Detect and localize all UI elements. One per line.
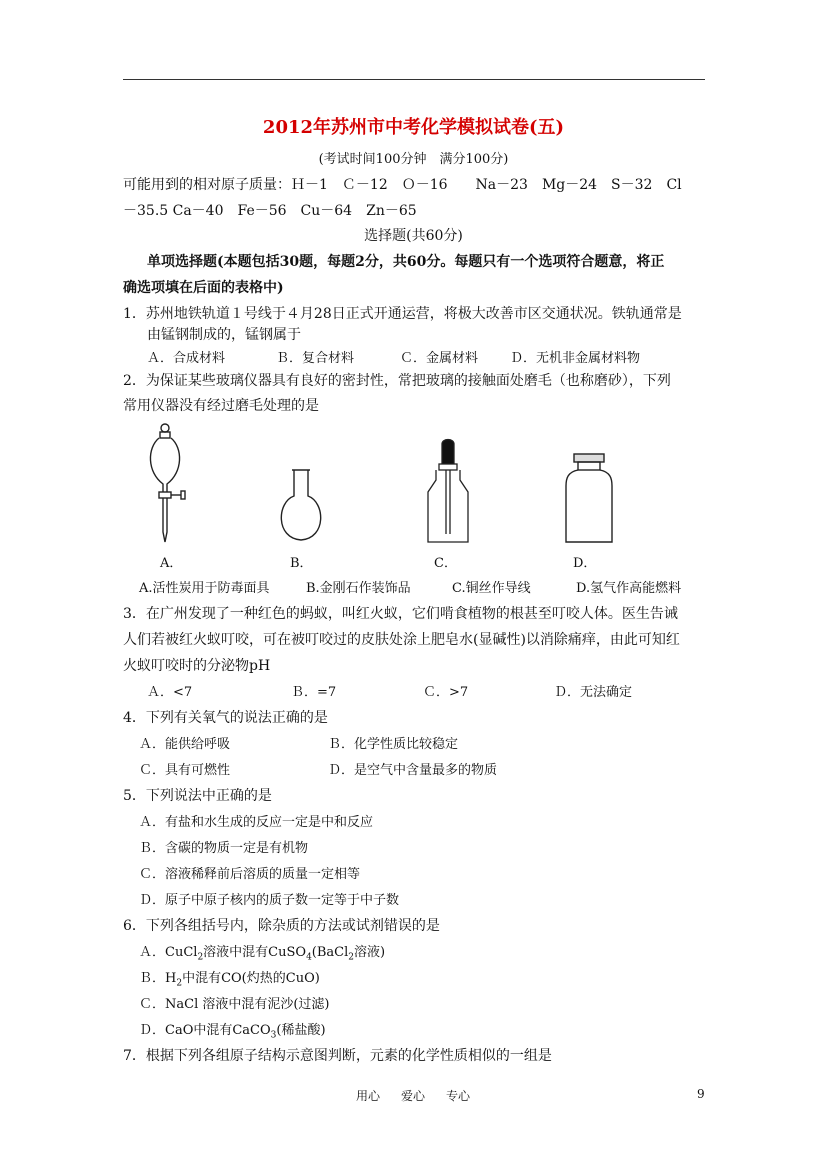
reagent-bottle-icon — [562, 452, 616, 546]
question-2-figure-label-b: B． — [290, 556, 313, 571]
question-1-option-b: Ｂ．复合材料 — [276, 351, 355, 366]
question-3-option-a: Ａ．<7 — [147, 685, 193, 700]
question-2-extra-option-c: C.铜丝作导线 — [452, 581, 531, 596]
question-2-extra-option-d: D.氢气作高能燃料 — [576, 581, 682, 596]
question-4-option-c: Ｃ．具有可燃性 — [139, 763, 231, 778]
round-bottom-flask-icon — [273, 468, 329, 544]
question-3-stem-line1: 3．在广州发现了一种红色的蚂蚁，叫红火蚁，它们啃食植物的根甚至叮咬人体。医生告诫 — [123, 606, 678, 622]
question-4-option-d: Ｄ．是空气中含量最多的物质 — [328, 763, 498, 778]
question-2-figure-label-c: C． — [434, 556, 457, 571]
question-2-figure-label-a: A． — [160, 556, 183, 571]
question-2-stem-line1: 2．为保证某些玻璃仪器具有良好的密封性，常把玻璃的接触面处磨毛（也称磨砂），下列 — [123, 373, 671, 389]
question-5-option-a: Ａ．有盐和水生成的反应一定是中和反应 — [139, 815, 374, 830]
question-1-stem-line1: 1．苏州地铁轨道１号线于４月28日正式开通运营，将极大改善市区交通状况。铁轨通常是 — [123, 306, 682, 322]
question-3-option-b: Ｂ．=7 — [291, 685, 337, 700]
section-title: 选择题(共60分) — [364, 228, 463, 244]
question-4-option-b: Ｂ．化学性质比较稳定 — [328, 737, 459, 752]
footer-motto-3: 专心 — [446, 1089, 471, 1103]
atomic-masses-line1: 可能用到的相对原子质量：Ｈ－1 Ｃ－12 Ｏ－16 Na－23 Mg－24 S－32 Cl — [123, 177, 682, 193]
page-number: 9 — [697, 1087, 705, 1101]
question-1-option-d: Ｄ．无机非金属材料物 — [510, 351, 641, 366]
question-3-stem-line2: 人们若被红火蚁叮咬，可在被叮咬过的皮肤处涂上肥皂水(显碱性)以消除痛痒，由此可知红 — [123, 632, 680, 648]
footer-motto-1: 用心 — [356, 1089, 381, 1103]
question-5-option-c: Ｃ．溶液稀释前后溶质的质量一定相等 — [139, 867, 361, 882]
header-rule — [123, 79, 705, 80]
question-6-option-d: Ｄ．CaO中混有CaCO$_3$(稀盐酸) — [139, 1023, 326, 1041]
question-6-option-c: Ｃ．NaCl 溶液中混有泥沙(过滤) — [139, 997, 330, 1012]
question-5-stem: 5．下列说法中正确的是 — [123, 788, 272, 804]
question-5-option-b: Ｂ．含碳的物质一定是有机物 — [139, 841, 309, 856]
question-2-extra-option-b: B.金刚石作装饰品 — [306, 581, 411, 596]
question-3-option-c: Ｃ．>7 — [423, 685, 469, 700]
question-2-extra-option-a: A.活性炭用于防毒面具 — [139, 581, 270, 596]
instructions-line1: 单项选择题(本题包括30题，每题2分，共60分。每题只有一个选项符合题意，将正 — [147, 254, 665, 270]
dropper-bottle-icon — [424, 438, 474, 546]
question-4-stem: 4．下列有关氧气的说法正确的是 — [123, 710, 328, 726]
question-5-option-d: Ｄ．原子中原子核内的质子数一定等于中子数 — [139, 893, 400, 908]
separatory-funnel-icon — [145, 420, 195, 545]
exam-info: (考试时间100分钟 满分100分) — [318, 152, 509, 167]
footer-motto-2: 爱心 — [401, 1089, 426, 1103]
question-6-stem: 6．下列各组括号内，除杂质的方法或试剂错误的是 — [123, 918, 440, 934]
question-1-option-a: Ａ．合成材料 — [147, 351, 226, 366]
question-1-stem-line2: 由锰钢制成的，锰钢属于 — [147, 327, 301, 343]
instructions-line2: 确选项填在后面的表格中) — [123, 280, 284, 296]
question-6-option-a: Ａ．CuCl$_2$溶液中混有CuSO$_4$(BaCl$_2$溶液) — [139, 945, 386, 963]
question-6-option-b: Ｂ．$H_2$中混有CO(灼热的CuO) — [139, 971, 320, 989]
page-title: 2012年苏州市中考化学模拟试卷(五) — [262, 117, 565, 138]
question-2-figure-label-d: D． — [573, 556, 597, 571]
question-3-stem-line3: 火蚁叮咬时的分泌物pH — [123, 658, 271, 674]
question-1-option-c: Ｃ．金属材料 — [400, 351, 479, 366]
question-4-option-a: Ａ．能供给呼吸 — [139, 737, 231, 752]
question-2-stem-line2: 常用仪器没有经过磨毛处理的是 — [123, 398, 319, 414]
atomic-masses-line2: －35.5 Ca－40 Fe－56 Cu－64 Zn－65 — [123, 203, 417, 219]
question-7-stem: 7．根据下列各组原子结构示意图判断，元素的化学性质相似的一组是 — [123, 1048, 552, 1064]
question-3-option-d: Ｄ．无法确定 — [554, 685, 633, 700]
